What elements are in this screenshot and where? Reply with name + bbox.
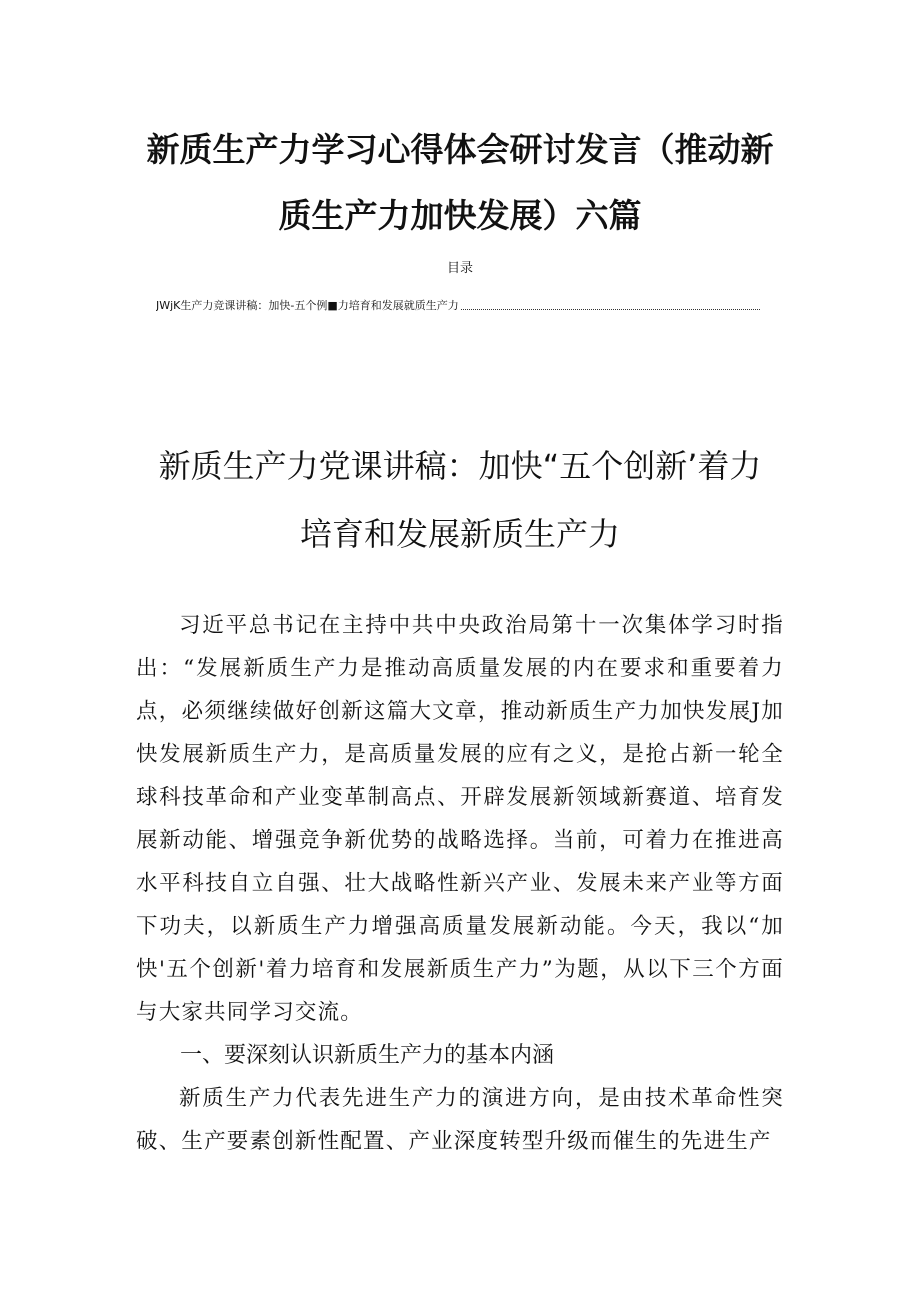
toc-heading: 目录 xyxy=(446,261,473,276)
article-title-line-1: 新质生产力党课讲稿：加快“五个创新’着力 xyxy=(158,447,762,485)
toc-dot-leader xyxy=(461,308,760,310)
paragraph-intro: 习近平总书记在主持中共中央政治局第十一次集体学习时指出：“发展新质生产力是推动高质量发展的内在要求和重要着力点，必须继续做好创新这篇大文章，推动新质生产力加快发展J加快发展新质生产力，是高质量发展的应有之义，是抢占新一轮全球科技革命和产业变革制高点、开辟发展新领域新赛道、培育发展新动能、增强竞争新优势的战略选择。当前，可着力在推进高水平科技自立自强、壮大战略性新兴产业、发展未来产业等方面下功夫，以新质生产力增强高质量发展新动能。今天，我以“加快'五个创新'着力培育和发展新质生产力”为题，从以下三个方面与大家共同学习交流。 xyxy=(136,613,784,1025)
paragraph-section-1: 新质生产力代表先进生产力的演进方向，是由技术革命性突破、生产要素创新性配置、产业深度转型升级而催生的先进生产 xyxy=(136,1086,784,1154)
article-title-line-2: 培育和发展新质生产力 xyxy=(299,515,620,553)
toc-entry-text: JWjK生产力竞课讲稿：加快-五个例■力培育和发展就质生产力 xyxy=(156,299,459,312)
document-title-line-2: 质生产力加快发展）六篇 xyxy=(278,196,642,235)
toc-entry[interactable] xyxy=(156,298,760,314)
section-heading-1: 一、要深刻认识新质生产力的基本内涵 xyxy=(180,1043,555,1068)
document-title-line-1: 新质生产力学习心得体会研讨发言（推动新 xyxy=(146,130,774,169)
article-body xyxy=(136,604,784,1163)
